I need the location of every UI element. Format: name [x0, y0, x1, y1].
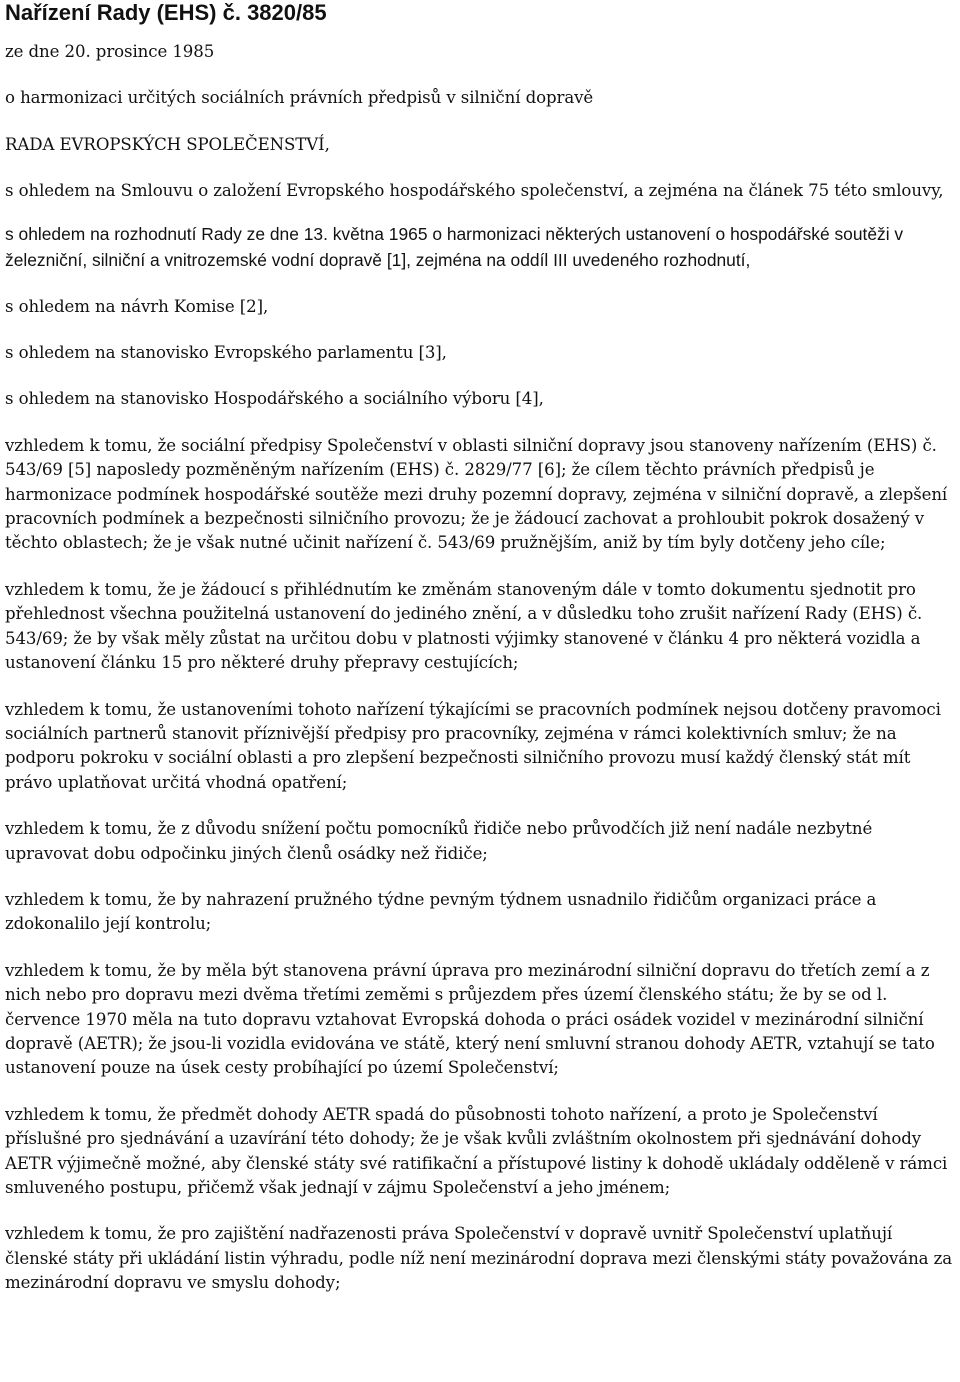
recital-paragraph: s ohledem na stanovisko Evropského parlamentu [3],: [5, 343, 447, 363]
recital-paragraph: vzhledem k tomu, že pro zajištění nadřazenosti práva Společenství v dopravě uvnitř Společenství uplatňují členské státy při ukládání listin výhradu, podle níž není mezinárodní doprava mezi členskými státy považována za mezinárodní dopravu ve smyslu dohody;: [5, 1224, 953, 1293]
document-date: ze dne 20. prosince 1985: [5, 42, 215, 61]
document-body: [5, 0, 955, 1318]
recital-paragraph: s ohledem na stanovisko Hospodářského a sociálního výboru [4],: [5, 389, 544, 409]
recital-paragraph: s ohledem na návrh Komise [2],: [5, 296, 269, 316]
recital-paragraph: s ohledem na Smlouvu o založení Evropského hospodářského společenství, a zejména na článek 75 této smlouvy,: [5, 181, 944, 201]
recital-paragraph: vzhledem k tomu, že sociální předpisy Společenství v oblasti silniční dopravy jsou stanoveny nařízením (EHS) č. 543/69 [5] naposledy pozměněným nařízením (EHS) č. 2829/77 [6]; že cílem těchto právních předpisů je harmonizace podmínek hospodářské soutěže mezi druhy pozemní dopravy, zejména v silniční dopravě, a zlepšení pracovních podmínek a bezpečnosti silničního provozu; že je žádoucí zachovat a prohloubit pokrok dosažený v těchto oblastech; že je však nutné učinit nařízení č. 543/69 pružnějším, aniž by tím byly dotčeny jeho cíle;: [5, 435, 948, 553]
recital-paragraph: s ohledem na rozhodnutí Rady ze dne 13. května 1965 o harmonizaci některých ustanovení o hospodářské soutěži v železniční, silniční a vnitrozemské vodní dopravě [1], zejména na oddíl III uvedeného rozhodnutí,: [5, 223, 904, 270]
recital-paragraph: vzhledem k tomu, že předmět dohody AETR spadá do působnosti tohoto nařízení, a proto je Společenství příslušné pro sjednávání a uzavírání této dohody; že je však kvůli zvláštním okolnostem při sjednávání dohody AETR výjimečně možné, aby členské státy své ratifikační a přístupové listiny k dohodě ukládaly odděleně v rámci smluveného postupu, přičemž však jednají v zájmu Společenství a jeho jménem;: [5, 1104, 948, 1197]
recital-paragraph: vzhledem k tomu, že by měla být stanovena právní úprava pro mezinárodní silniční dopravu do třetích zemí a z nich nebo pro dopravu mezi dvěma třetími zeměmi s průjezdem přes území členského státu; že by se od l. července 1970 měla na tuto dopravu vztahovat Evropská dohoda o práci osádek vozidel v mezinárodní silniční dopravě (AETR); že jsou-li vozidla evidována ve státě, který není smluvní stranou dohody AETR, vztahují se tato ustanovení pouze na úsek cesty probíhající po území Společenství;: [5, 960, 935, 1078]
document-subject: o harmonizaci určitých sociálních právních předpisů v silniční dopravě: [5, 88, 594, 108]
document-issuer: RADA EVROPSKÝCH SPOLEČENSTVÍ,: [5, 134, 330, 154]
document-title: Nařízení Rady (EHS) č. 3820/85: [5, 0, 327, 25]
recital-paragraph: vzhledem k tomu, že ustanoveními tohoto nařízení týkajícími se pracovních podmínek nejsou dotčeny pravomoci sociálních partnerů stanovit příznivější předpisy pro pracovníky, zejména v rámci kolektivních smluv; že na podporu pokroku v sociální oblasti a pro zlepšení bezpečnosti silničního provozu musí každý členský stát mít právo uplatňovat určitá vhodná opatření;: [5, 699, 941, 792]
recital-paragraph: vzhledem k tomu, že by nahrazení pružného týdne pevným týdnem usnadnilo řidičům organizaci práce a zdokonalilo její kontrolu;: [5, 889, 877, 934]
recital-paragraph: vzhledem k tomu, že z důvodu snížení počtu pomocníků řidiče nebo průvodčích již není nadále nezbytné upravovat dobu odpočinku jiných členů osádky než řidiče;: [5, 819, 873, 863]
recital-paragraph: vzhledem k tomu, že je žádoucí s přihlédnutím ke změnám stanoveným dále v tomto dokumentu sjednotit pro přehlednost všechna použitelná ustanovení do jediného znění, a v důsledku toho zrušit nařízení Rady (EHS) č. 543/69; že by však měly zůstat na určitou dobu v platnosti výjimky stanovené v článku 4 pro některá vozidla a ustanovení článku 15 pro některé druhy přepravy cestujících;: [5, 579, 923, 673]
